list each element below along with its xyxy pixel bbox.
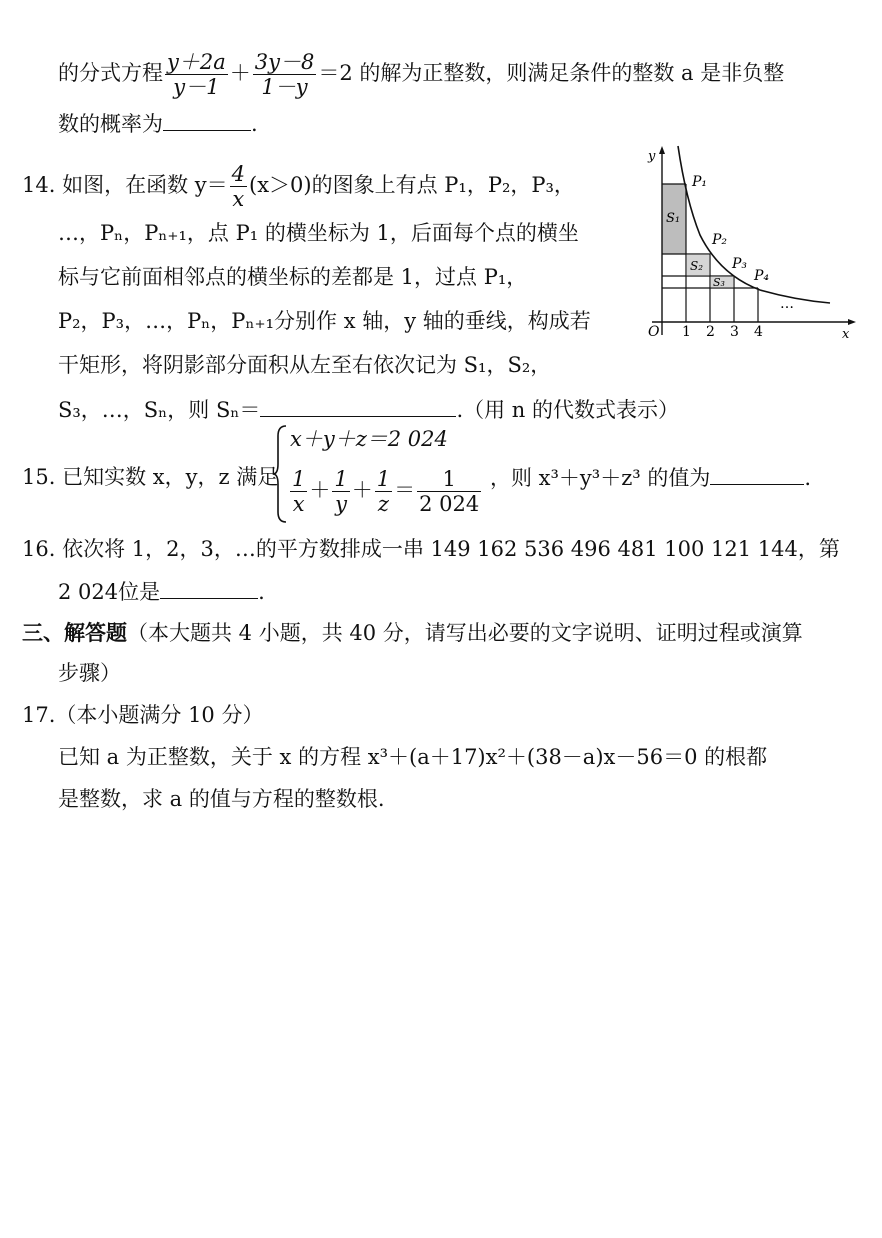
q13-frac2-denominator: 1－y <box>261 75 308 99</box>
answer-blank-13 <box>163 108 251 131</box>
q16-line1: 16. 依次将 1，2，3，…的平方数排成一串 149 162 536 496 481 100 121 144，第 <box>22 537 840 561</box>
q13-prefix: 的分式方程 <box>58 61 163 85</box>
answer-blank-16 <box>160 576 258 599</box>
q14-line1 <box>22 162 575 211</box>
q15-eq2: $\frac{1}{x}$ ＋ $\frac{1}{y}$ ＋ $\frac{1}{z}$ ＝ $\frac{1}{2 024}$ <box>292 467 480 516</box>
q13-frac1-numerator: y＋2a <box>167 50 226 74</box>
answer-blank-15 <box>710 462 804 485</box>
q13-period: . <box>251 112 258 136</box>
frac-1-over-z-num: 1 <box>376 467 391 491</box>
origin-label: O <box>648 324 660 340</box>
q14-frac-denominator: x <box>232 187 245 211</box>
q13-fraction-2 <box>253 50 317 99</box>
tick-label-2: 2 <box>706 324 715 340</box>
q14-l6b: .（用 n 的代数式表示） <box>456 398 679 422</box>
point-label-p1: P₁ <box>692 174 708 190</box>
q15-tail <box>490 462 811 493</box>
q15-period: . <box>804 466 812 490</box>
frac-1-over-x <box>290 467 307 516</box>
q17-head: 17.（本小题满分 10 分） <box>22 703 264 727</box>
q14-line4: P₂，P₃，…，Pₙ，Pₙ₊₁分别作 x 轴，y 轴的垂线，构成若 <box>58 309 591 333</box>
q13-plus: ＋ <box>229 61 251 85</box>
q13-tail: ＝2 的解为正整数，则满足条件的整数 a 是非负整 <box>318 61 785 85</box>
q16-period: . <box>258 580 265 604</box>
answer-blank-14 <box>260 394 456 417</box>
q13-fraction-1 <box>165 50 228 99</box>
y-axis-label: y <box>648 149 656 164</box>
area-label-s3: S₃ <box>713 276 725 289</box>
q13-line1 <box>58 50 784 99</box>
q13-line2 <box>58 108 258 139</box>
q15-eq1: x＋y＋z＝2 024 <box>290 427 448 451</box>
tick-label-4: 4 <box>754 324 763 340</box>
q15-prefix: 15. 已知实数 x，y，z 满足 <box>22 465 279 489</box>
q14-fraction <box>230 162 247 211</box>
frac-1-over-x-den: x <box>292 492 305 516</box>
q14-l1a: 14. 如图，在函数 y＝ <box>22 173 228 197</box>
section3-desc: （本大题共 4 小题，共 40 分，请写出必要的文字说明、证明过程或演算 <box>127 621 803 645</box>
y-axis-arrow <box>659 146 665 154</box>
section3-line1 <box>22 618 803 648</box>
frac-1-over-y <box>332 467 349 516</box>
frac-rhs-num: 1 <box>417 467 481 492</box>
q16-line2 <box>58 576 265 607</box>
point-label-p2: P₂ <box>712 232 728 248</box>
frac-rhs-den: 2 024 <box>419 492 480 516</box>
q14-line2: …，Pₙ，Pₙ₊₁，点 P₁ 的横坐标为 1，后面每个点的横坐 <box>58 221 579 245</box>
tick-label-1: 1 <box>682 324 691 340</box>
q15-tail-text: ，则 x³＋y³＋z³ 的值为 <box>490 466 711 490</box>
q17-line2: 是整数，求 a 的值与方程的整数根. <box>58 787 385 811</box>
system-brace <box>272 424 288 524</box>
frac-rhs <box>417 467 481 516</box>
q14-l6a: S₃，…，Sₙ，则 Sₙ＝ <box>58 398 261 422</box>
point-label-p4: P₄ <box>754 268 770 284</box>
q16-l2-text: 2 024位是 <box>58 580 161 604</box>
tick-label-3: 3 <box>730 324 739 340</box>
q14-l1b: (x＞0)的图象上有点 P₁，P₂，P₃， <box>249 173 575 197</box>
area-label-s1: S₁ <box>666 211 681 226</box>
q13-frac1-denominator: y－1 <box>173 75 220 99</box>
frac-1-over-y-den: y <box>335 492 347 516</box>
area-label-s2: S₂ <box>690 259 704 273</box>
x-axis-label: x <box>842 327 850 340</box>
continuation-dots: … <box>780 296 794 312</box>
q14-figure <box>630 140 860 340</box>
q13-frac2-numerator: 3y－8 <box>254 50 315 74</box>
frac-1-over-z <box>375 467 392 516</box>
x-axis-arrow <box>848 319 856 325</box>
section3-line2: 步骤） <box>58 661 121 685</box>
q14-line5: 干矩形，将阴影部分面积从左至右依次记为 S₁，S₂， <box>58 353 552 377</box>
q14-line6 <box>58 394 679 425</box>
section3-title: 三、解答题 <box>22 620 127 645</box>
point-label-p3: P₃ <box>732 256 748 272</box>
q17-line1: 已知 a 为正整数，关于 x 的方程 x³＋(a＋17)x²＋(38－a)x－56＝0 的根都 <box>58 745 768 769</box>
q14-line3: 标与它前面相邻点的横坐标的差都是 1，过点 P₁， <box>58 265 528 289</box>
frac-1-over-y-num: 1 <box>334 467 348 491</box>
q13-line2-text: 数的概率为 <box>58 112 163 136</box>
frac-1-over-z-den: z <box>377 492 389 516</box>
q14-frac-numerator: 4 <box>231 162 245 186</box>
frac-1-over-x-num: 1 <box>292 467 306 491</box>
